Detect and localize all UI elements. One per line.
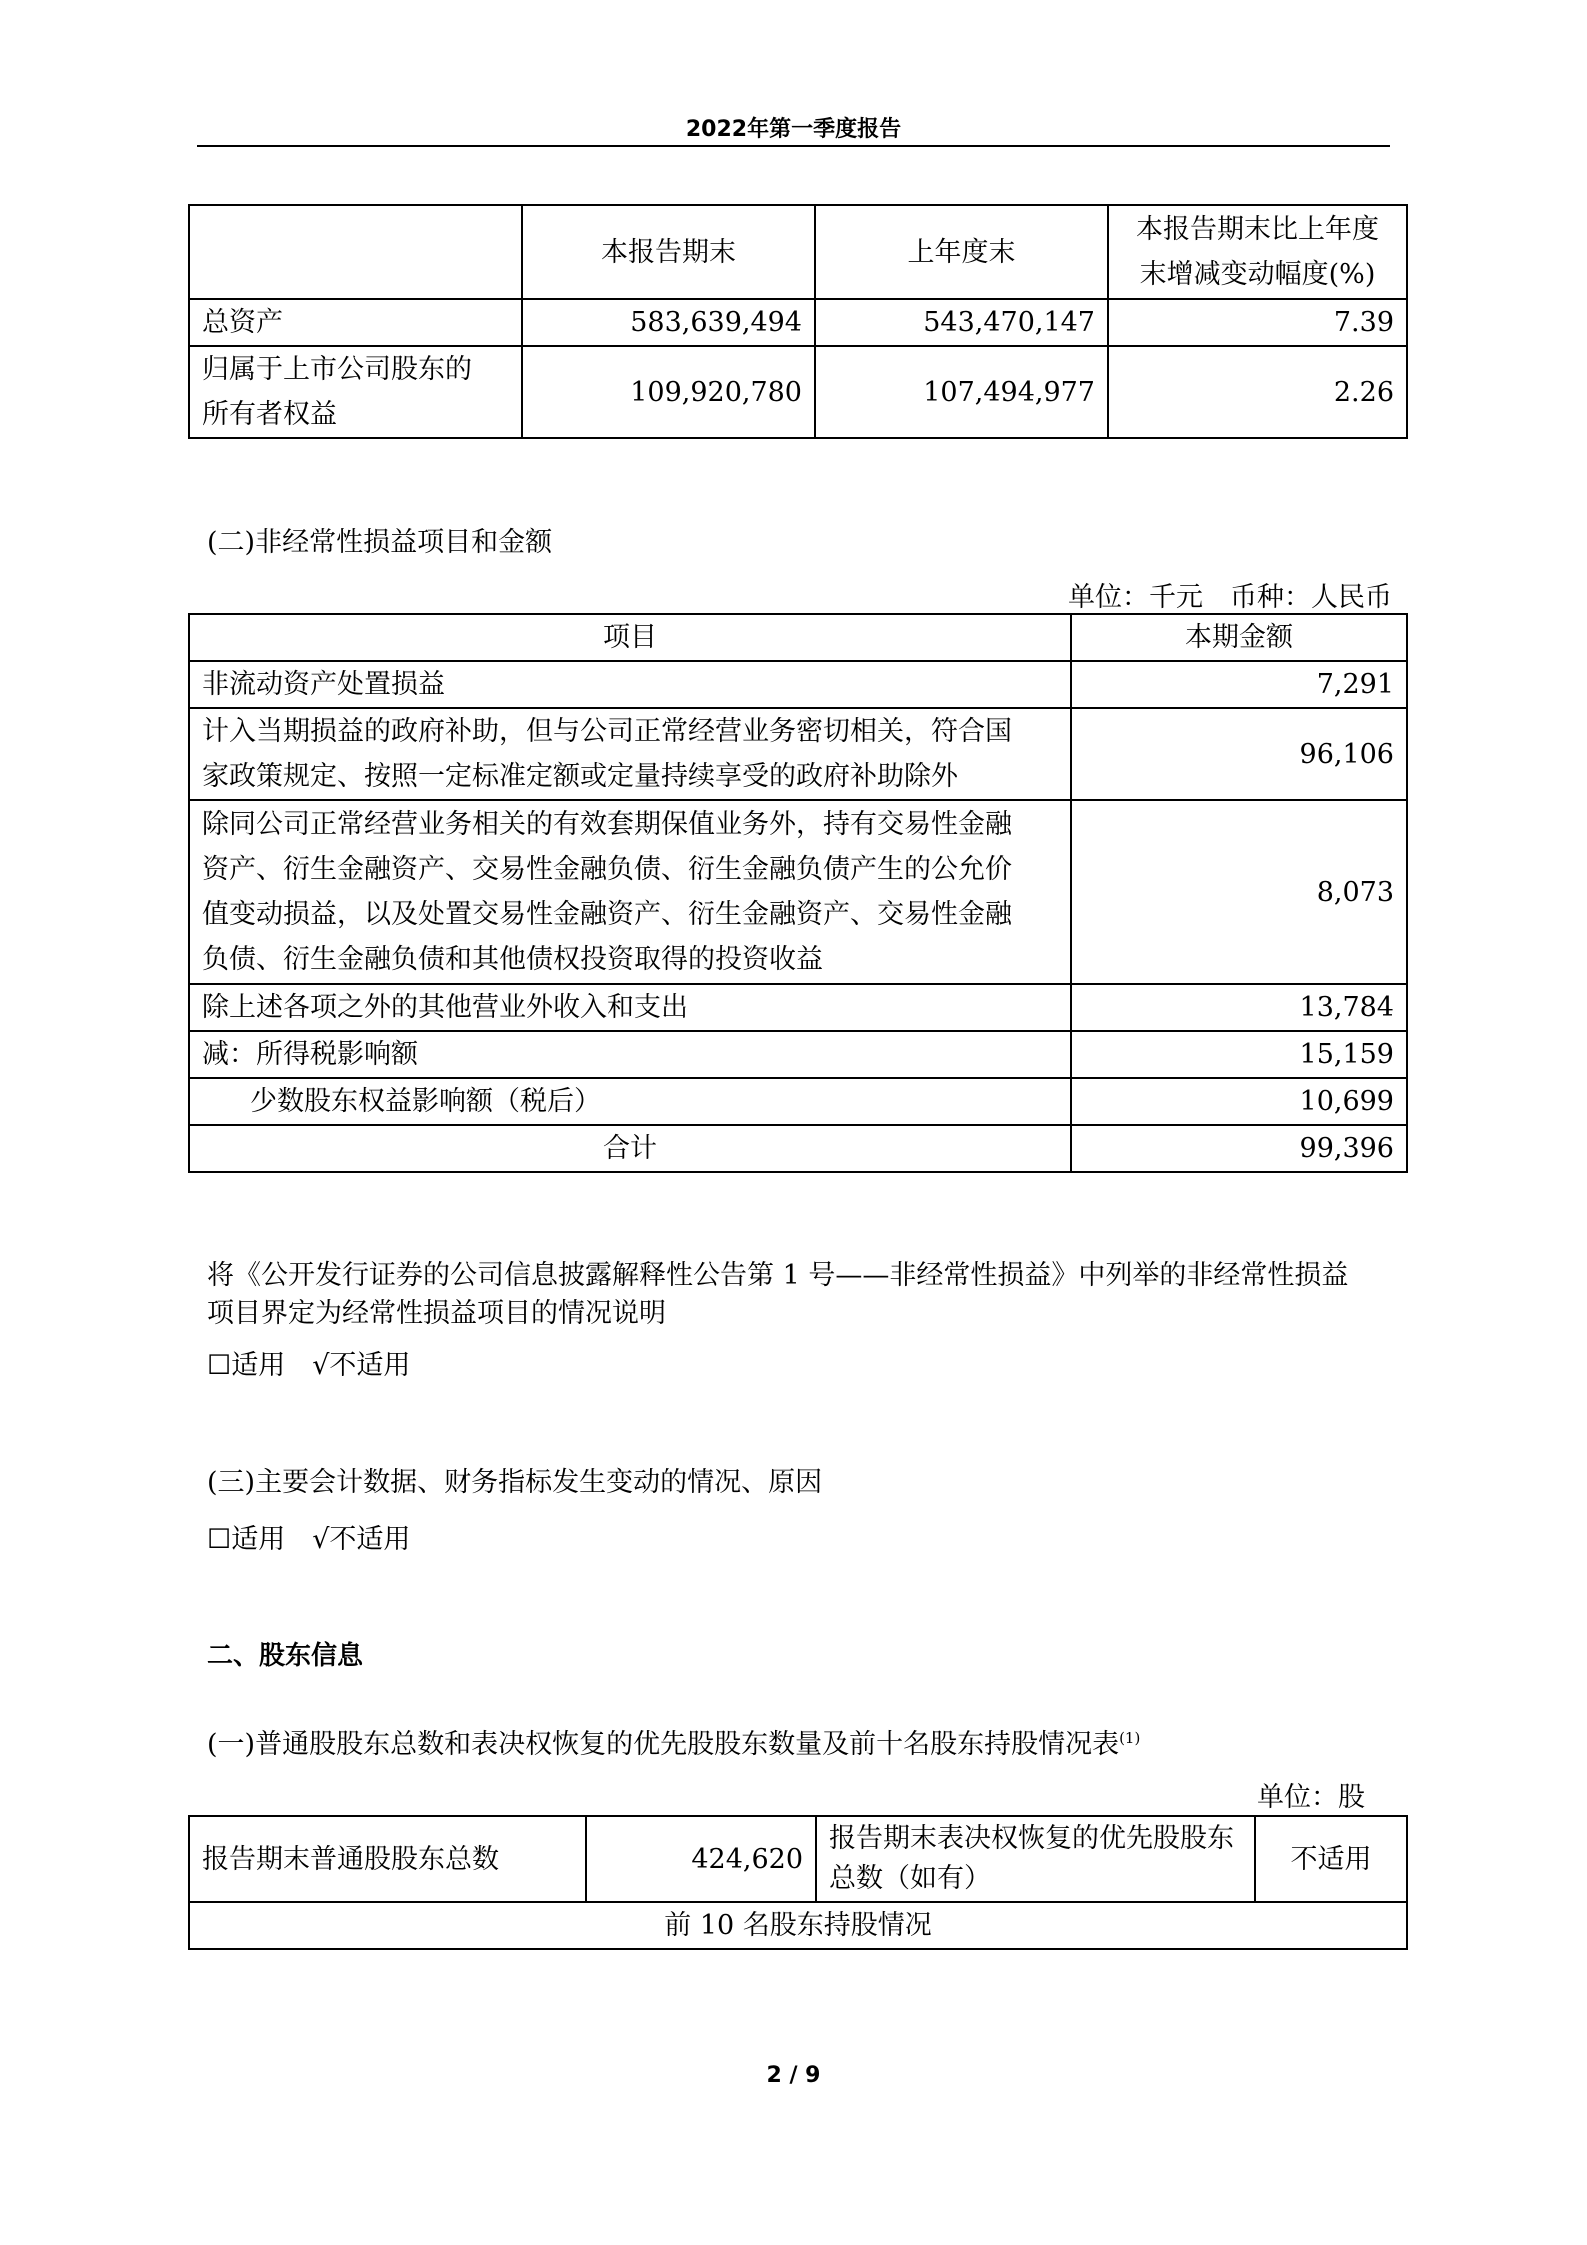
shareholder-table bbox=[188, 1815, 1408, 1950]
table-row bbox=[189, 661, 1407, 708]
table-header-cell: 本报告期末 bbox=[522, 205, 815, 299]
unit-label: 单位：股 bbox=[1257, 1782, 1365, 1813]
table-header-cell bbox=[1108, 205, 1407, 299]
total-amount: 99,396 bbox=[1071, 1125, 1407, 1172]
table-row bbox=[189, 800, 1407, 984]
prior-value: 543,470,147 bbox=[815, 299, 1108, 346]
table-header-cell: 项目 bbox=[189, 614, 1071, 661]
holder-count: 424,620 bbox=[586, 1816, 816, 1902]
item-line: 计入当期损益的政府补助，但与公司正常经营业务密切相关，符合国 bbox=[202, 716, 1012, 747]
section-heading: (三)主要会计数据、财务指标发生变动的情况、原因 bbox=[207, 1467, 823, 1498]
amount: 96,106 bbox=[1071, 708, 1407, 800]
table-row bbox=[189, 1078, 1407, 1125]
amount: 15,159 bbox=[1071, 1031, 1407, 1078]
preferred-count: 不适用 bbox=[1255, 1816, 1407, 1902]
unit-label: 单位：千元 币种：人民币 bbox=[1068, 582, 1392, 613]
amount: 10,699 bbox=[1071, 1078, 1407, 1125]
item-text: 非流动资产处置损益 bbox=[189, 661, 1071, 708]
table-header-cell bbox=[189, 205, 522, 299]
item-text: 除上述各项之外的其他营业外收入和支出 bbox=[189, 984, 1071, 1031]
change-value: 2.26 bbox=[1108, 346, 1407, 438]
row-label: 总资产 bbox=[189, 299, 522, 346]
total-label: 合计 bbox=[189, 1125, 1071, 1172]
applicability-option: ☐适用 √不适用 bbox=[207, 1350, 411, 1381]
item-line: 资产、衍生金融资产、交易性金融负债、衍生金融负债产生的公允价 bbox=[202, 854, 1012, 885]
table-row bbox=[189, 346, 1407, 438]
table-row bbox=[189, 984, 1407, 1031]
row-label bbox=[816, 1816, 1255, 1902]
page-header-title: 2022年第一季度报告 bbox=[685, 117, 902, 142]
table-row bbox=[189, 1816, 1407, 1902]
table-header-cell: 本期金额 bbox=[1071, 614, 1407, 661]
table-row bbox=[189, 299, 1407, 346]
table-row bbox=[189, 1902, 1407, 1949]
note-line: 项目界定为经常性损益项目的情况说明 bbox=[207, 1298, 666, 1329]
label-line: 总数（如有） bbox=[829, 1863, 991, 1894]
table-header-cell: 上年度末 bbox=[815, 205, 1108, 299]
item-text: 少数股东权益影响额（税后） bbox=[189, 1078, 1071, 1125]
header-line: 末增减变动幅度(%) bbox=[1139, 259, 1376, 290]
page-number: 2 / 9 bbox=[766, 2063, 821, 2088]
label-line: 报告期末表决权恢复的优先股股东 bbox=[829, 1823, 1234, 1854]
part-heading: 二、股东信息 bbox=[207, 1641, 364, 1671]
item-line: 值变动损益，以及处置交易性金融资产、衍生金融资产、交易性金融 bbox=[202, 899, 1012, 930]
item-text bbox=[189, 800, 1071, 984]
row-label: 报告期末普通股股东总数 bbox=[189, 1816, 586, 1902]
amount: 8,073 bbox=[1071, 800, 1407, 984]
header-line: 本报告期末比上年度 bbox=[1136, 214, 1379, 245]
footnote-marker: (1) bbox=[1119, 1729, 1141, 1747]
item-line: 家政策规定、按照一定标准定额或定量持续享受的政府补助除外 bbox=[202, 761, 958, 792]
item-text: 减：所得税影响额 bbox=[189, 1031, 1071, 1078]
balance-table bbox=[188, 204, 1408, 439]
prior-value: 107,494,977 bbox=[815, 346, 1108, 438]
table-row bbox=[189, 708, 1407, 800]
current-value: 583,639,494 bbox=[522, 299, 815, 346]
label-line: 所有者权益 bbox=[202, 399, 337, 430]
sub-heading bbox=[207, 1718, 1140, 1765]
section-heading: (二)非经常性损益项目和金额 bbox=[207, 527, 553, 558]
table-header-row bbox=[189, 614, 1407, 661]
header-divider bbox=[197, 145, 1390, 147]
note-line: 将《公开发行证券的公司信息披露解释性公告第 1 号——非经常性损益》中列举的非经常性损益 bbox=[207, 1260, 1349, 1291]
non-recurring-table bbox=[188, 613, 1408, 1173]
total-row bbox=[189, 1125, 1407, 1172]
label-line: 归属于上市公司股东的 bbox=[202, 354, 472, 385]
amount: 7,291 bbox=[1071, 661, 1407, 708]
item-line: 除同公司正常经营业务相关的有效套期保值业务外，持有交易性金融 bbox=[202, 809, 1012, 840]
table-header-row bbox=[189, 205, 1407, 299]
current-value: 109,920,780 bbox=[522, 346, 815, 438]
applicability-option: ☐适用 √不适用 bbox=[207, 1524, 411, 1555]
item-text bbox=[189, 708, 1071, 800]
table-row bbox=[189, 1031, 1407, 1078]
top10-heading: 前 10 名股东持股情况 bbox=[189, 1902, 1407, 1949]
sub-heading-text: (一)普通股股东总数和表决权恢复的优先股股东数量及前十名股东持股情况表 bbox=[207, 1729, 1120, 1760]
row-label bbox=[189, 346, 522, 438]
item-line: 负债、衍生金融负债和其他债权投资取得的投资收益 bbox=[202, 944, 823, 975]
change-value: 7.39 bbox=[1108, 299, 1407, 346]
amount: 13,784 bbox=[1071, 984, 1407, 1031]
